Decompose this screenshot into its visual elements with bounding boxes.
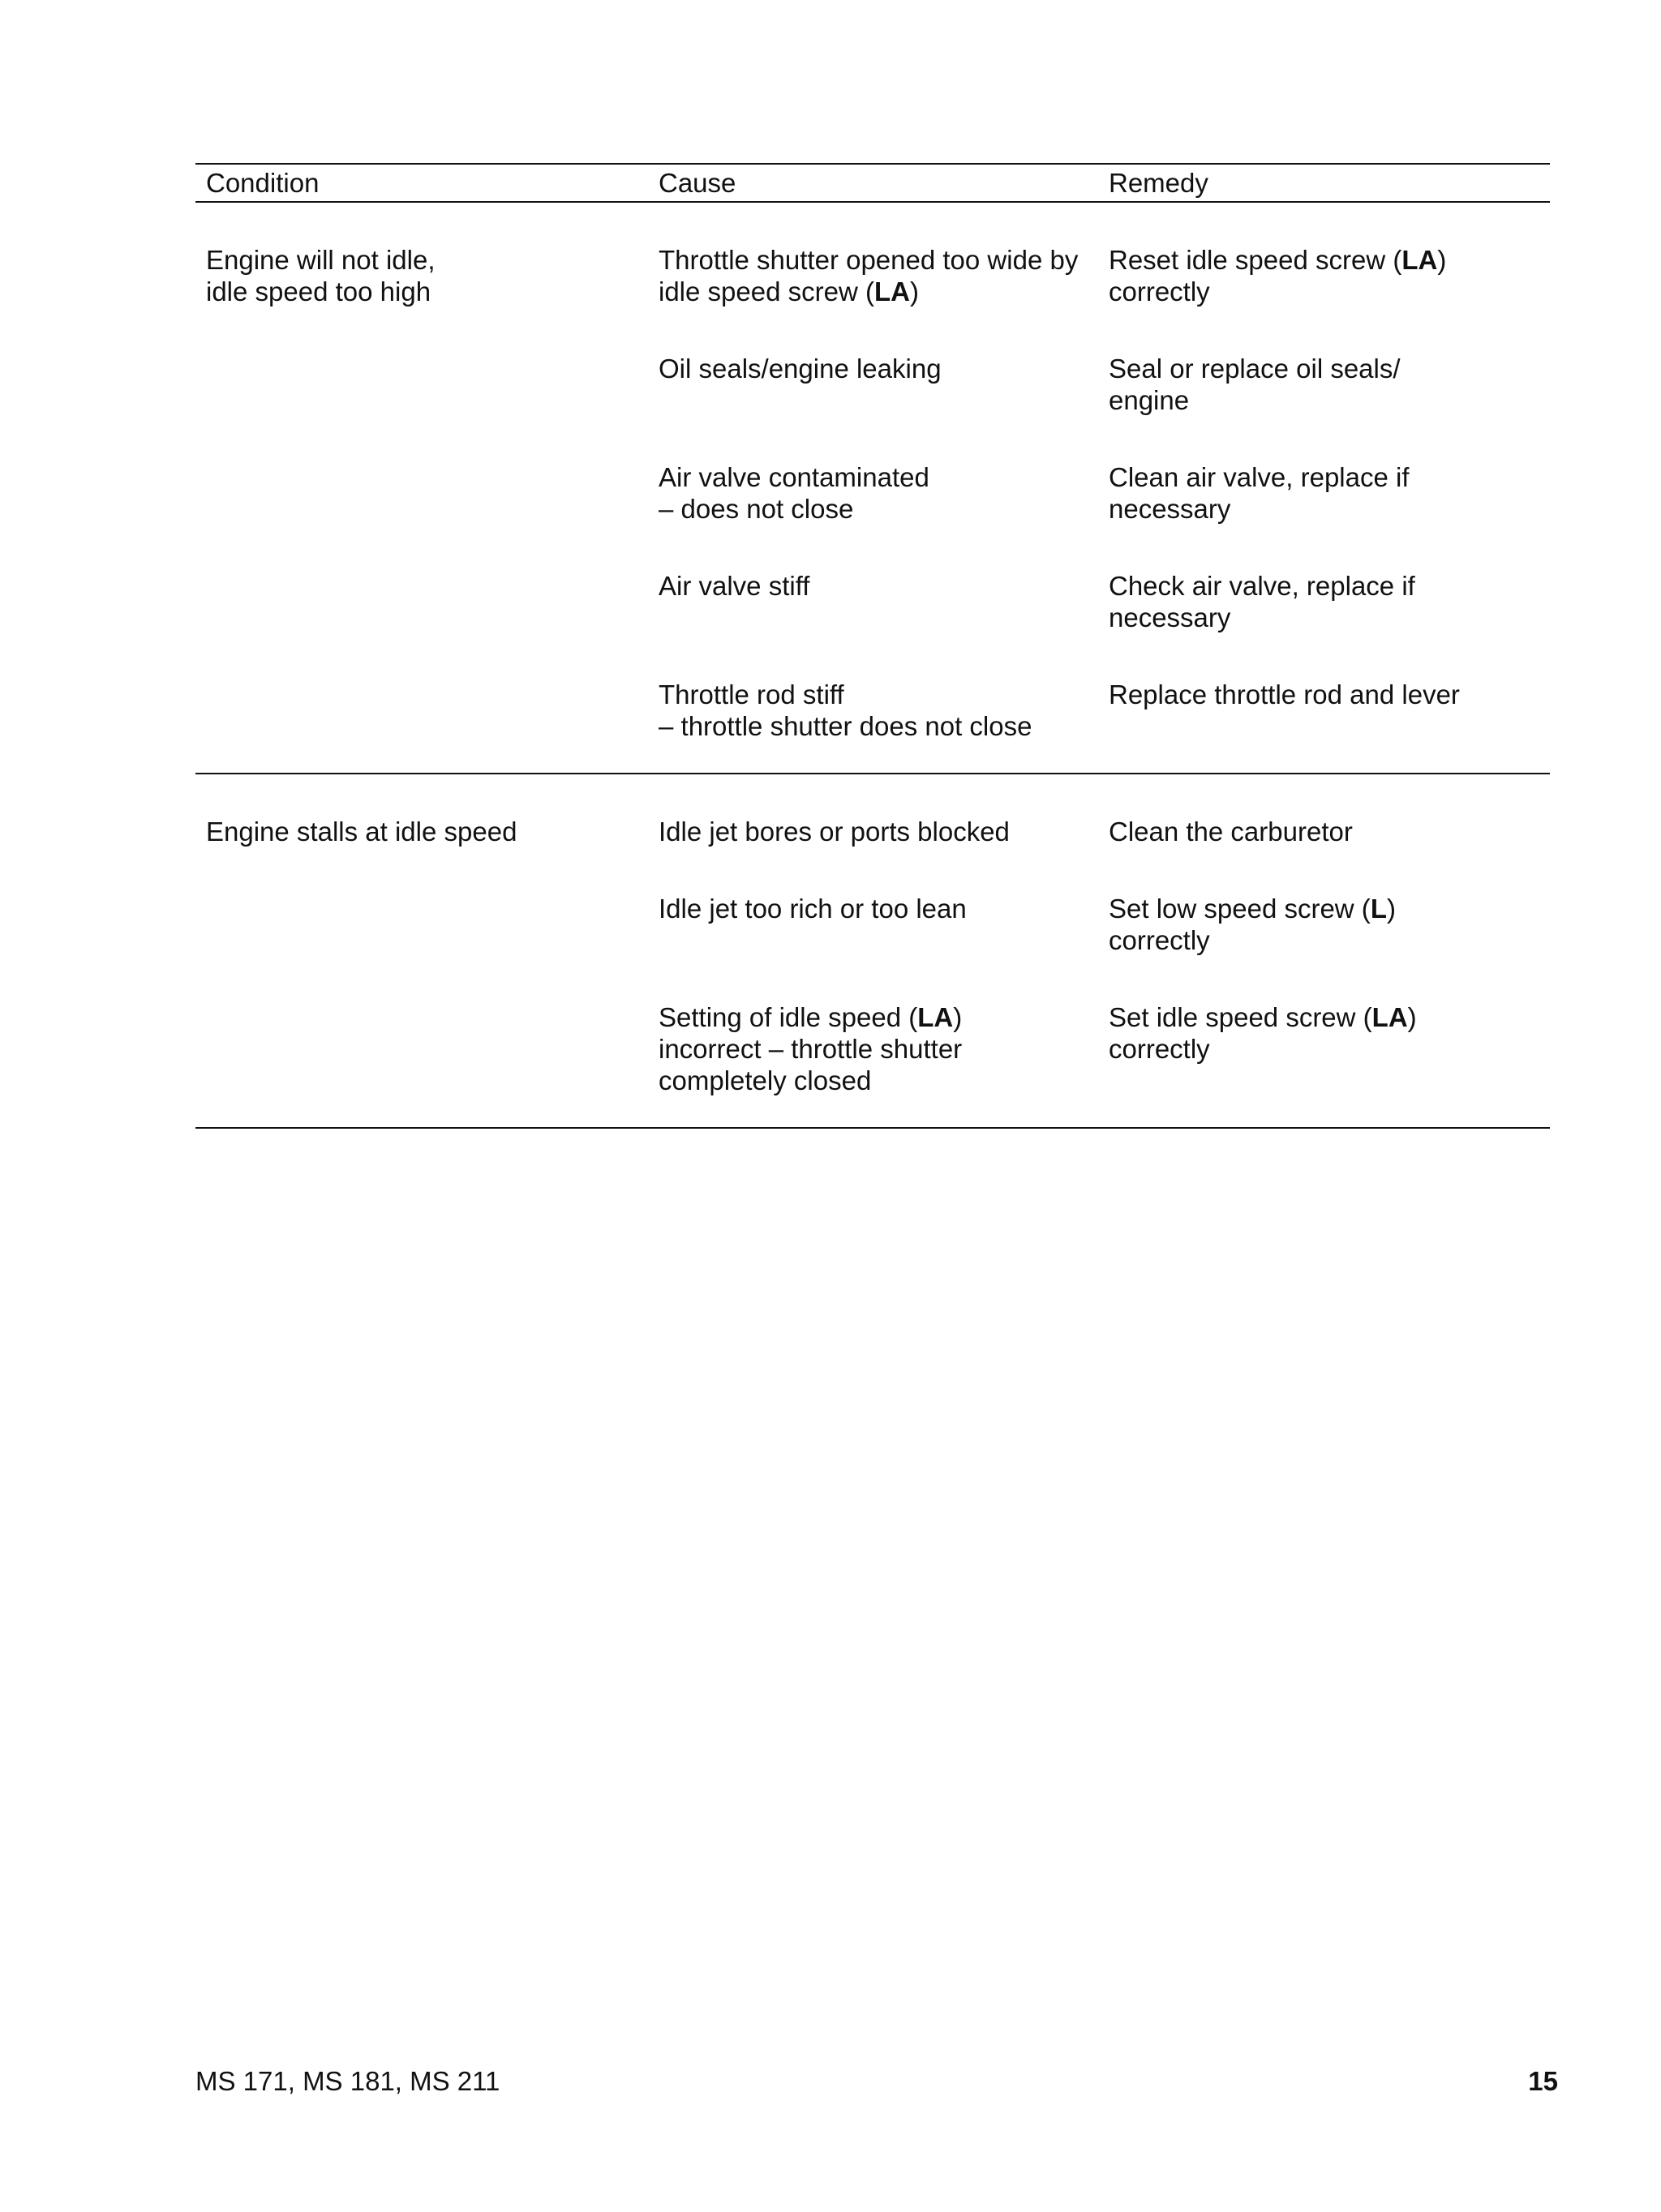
cause-cell xyxy=(648,353,1100,416)
header-condition: Condition xyxy=(206,167,320,198)
cause-text: ) xyxy=(953,1002,963,1032)
screw-label: LA xyxy=(1371,1002,1408,1032)
condition-group xyxy=(195,203,1550,773)
cause-line xyxy=(659,461,1100,493)
cause-line xyxy=(659,710,1100,742)
cause-line xyxy=(659,893,1100,924)
cause-line xyxy=(659,679,1100,710)
cause-cell xyxy=(648,893,1100,956)
table-row xyxy=(648,461,1550,525)
header-remedy: Remedy xyxy=(1109,167,1208,198)
remedy-cell xyxy=(1100,461,1550,525)
remedy-line xyxy=(1109,924,1550,956)
screw-label: LA xyxy=(1401,245,1438,275)
page-footer xyxy=(195,2066,1558,2097)
table-row xyxy=(648,893,1550,956)
remedy-line xyxy=(1109,570,1550,602)
remedy-cell xyxy=(1100,679,1550,742)
table-row xyxy=(648,679,1550,742)
cause-text: Air valve stiff xyxy=(659,571,810,601)
remedy-text: Set idle speed screw ( xyxy=(1109,1002,1372,1032)
cause-text: Idle jet too rich or too lean xyxy=(659,894,967,924)
cause-line xyxy=(659,244,1100,276)
cause-text: Air valve contaminated xyxy=(659,462,929,492)
cause-cell xyxy=(648,570,1100,633)
cause-cell xyxy=(648,679,1100,742)
cause-cell xyxy=(648,1001,1100,1096)
cause-text: Throttle rod stiff xyxy=(659,679,844,709)
cause-line xyxy=(659,276,1100,307)
condition-group xyxy=(195,774,1550,1127)
cause-cell xyxy=(648,244,1100,307)
remedy-line xyxy=(1109,493,1550,525)
table-row xyxy=(648,816,1550,847)
screw-label: LA xyxy=(917,1002,954,1032)
condition-group-row xyxy=(195,816,1550,1096)
condition-line: Engine stalls at idle speed xyxy=(206,817,517,847)
header-cause: Cause xyxy=(659,167,736,198)
remedy-text: correctly xyxy=(1109,276,1210,307)
cause-text: completely closed xyxy=(659,1065,872,1095)
remedy-text: Check air valve, replace if xyxy=(1109,571,1415,601)
cause-text: ) xyxy=(909,276,919,307)
remedy-cell xyxy=(1100,816,1550,847)
cause-text: – throttle shutter does not close xyxy=(659,711,1032,741)
cause-line xyxy=(659,493,1100,525)
remedy-text: necessary xyxy=(1109,602,1231,632)
remedy-cell xyxy=(1100,570,1550,633)
remedy-text: Clean the carburetor xyxy=(1109,817,1353,847)
cause-text: Idle jet bores or ports blocked xyxy=(659,817,1010,847)
remedy-cell xyxy=(1100,353,1550,416)
remedy-line xyxy=(1109,816,1550,847)
table-body xyxy=(195,203,1550,1129)
cause-remedy-list xyxy=(648,244,1550,742)
cause-cell xyxy=(648,816,1100,847)
cause-line xyxy=(659,570,1100,602)
table-header-row xyxy=(195,165,1550,201)
remedy-line xyxy=(1109,1001,1550,1033)
troubleshooting-table xyxy=(195,163,1550,1129)
remedy-text: Clean air valve, replace if xyxy=(1109,462,1410,492)
cause-text: Oil seals/engine leaking xyxy=(659,354,942,384)
remedy-cell xyxy=(1100,244,1550,307)
remedy-text: ) xyxy=(1437,245,1447,275)
cause-line xyxy=(659,1065,1100,1096)
remedy-line xyxy=(1109,602,1550,633)
screw-label: L xyxy=(1370,894,1387,924)
table-row xyxy=(648,244,1550,307)
remedy-text: ) xyxy=(1386,894,1396,924)
remedy-text: Replace throttle rod and lever xyxy=(1109,679,1460,709)
remedy-line xyxy=(1109,244,1550,276)
remedy-line xyxy=(1109,384,1550,416)
table-row xyxy=(648,353,1550,416)
table-row xyxy=(648,570,1550,633)
remedy-text: Reset idle speed screw ( xyxy=(1109,245,1402,275)
cause-text: idle speed screw ( xyxy=(659,276,874,307)
remedy-cell xyxy=(1100,893,1550,956)
remedy-text: Set low speed screw ( xyxy=(1109,894,1371,924)
model-list: MS 171, MS 181, MS 211 xyxy=(195,2066,500,2096)
remedy-line xyxy=(1109,893,1550,924)
cause-cell xyxy=(648,461,1100,525)
remedy-text: necessary xyxy=(1109,494,1231,524)
remedy-line xyxy=(1109,679,1550,710)
remedy-line xyxy=(1109,353,1550,384)
cause-line xyxy=(659,353,1100,384)
condition-line: idle speed too high xyxy=(206,276,431,307)
screw-label: LA xyxy=(873,276,910,307)
remedy-line xyxy=(1109,461,1550,493)
remedy-text: correctly xyxy=(1109,1034,1210,1064)
remedy-line xyxy=(1109,1033,1550,1065)
condition-line: Engine will not idle, xyxy=(206,245,436,275)
cause-remedy-list xyxy=(648,816,1550,1096)
cause-text: Throttle shutter opened too wide by xyxy=(659,245,1079,275)
condition-group-row xyxy=(195,244,1550,742)
condition-cell xyxy=(195,244,648,742)
cause-line xyxy=(659,1033,1100,1065)
remedy-text: ) xyxy=(1407,1002,1417,1032)
remedy-text: correctly xyxy=(1109,925,1210,955)
remedy-line xyxy=(1109,276,1550,307)
cause-text: incorrect – throttle shutter xyxy=(659,1034,963,1064)
cause-line xyxy=(659,1001,1100,1033)
condition-cell xyxy=(195,816,648,1096)
table-row xyxy=(648,1001,1550,1096)
cause-text: – does not close xyxy=(659,494,854,524)
remedy-cell xyxy=(1100,1001,1550,1096)
cause-text: Setting of idle speed ( xyxy=(659,1002,918,1032)
remedy-text: Seal or replace oil seals/ xyxy=(1109,354,1401,384)
remedy-text: engine xyxy=(1109,385,1190,415)
cause-line xyxy=(659,816,1100,847)
page-number: 15 xyxy=(1528,2066,1558,2096)
group-bottom-rule xyxy=(195,1127,1550,1129)
